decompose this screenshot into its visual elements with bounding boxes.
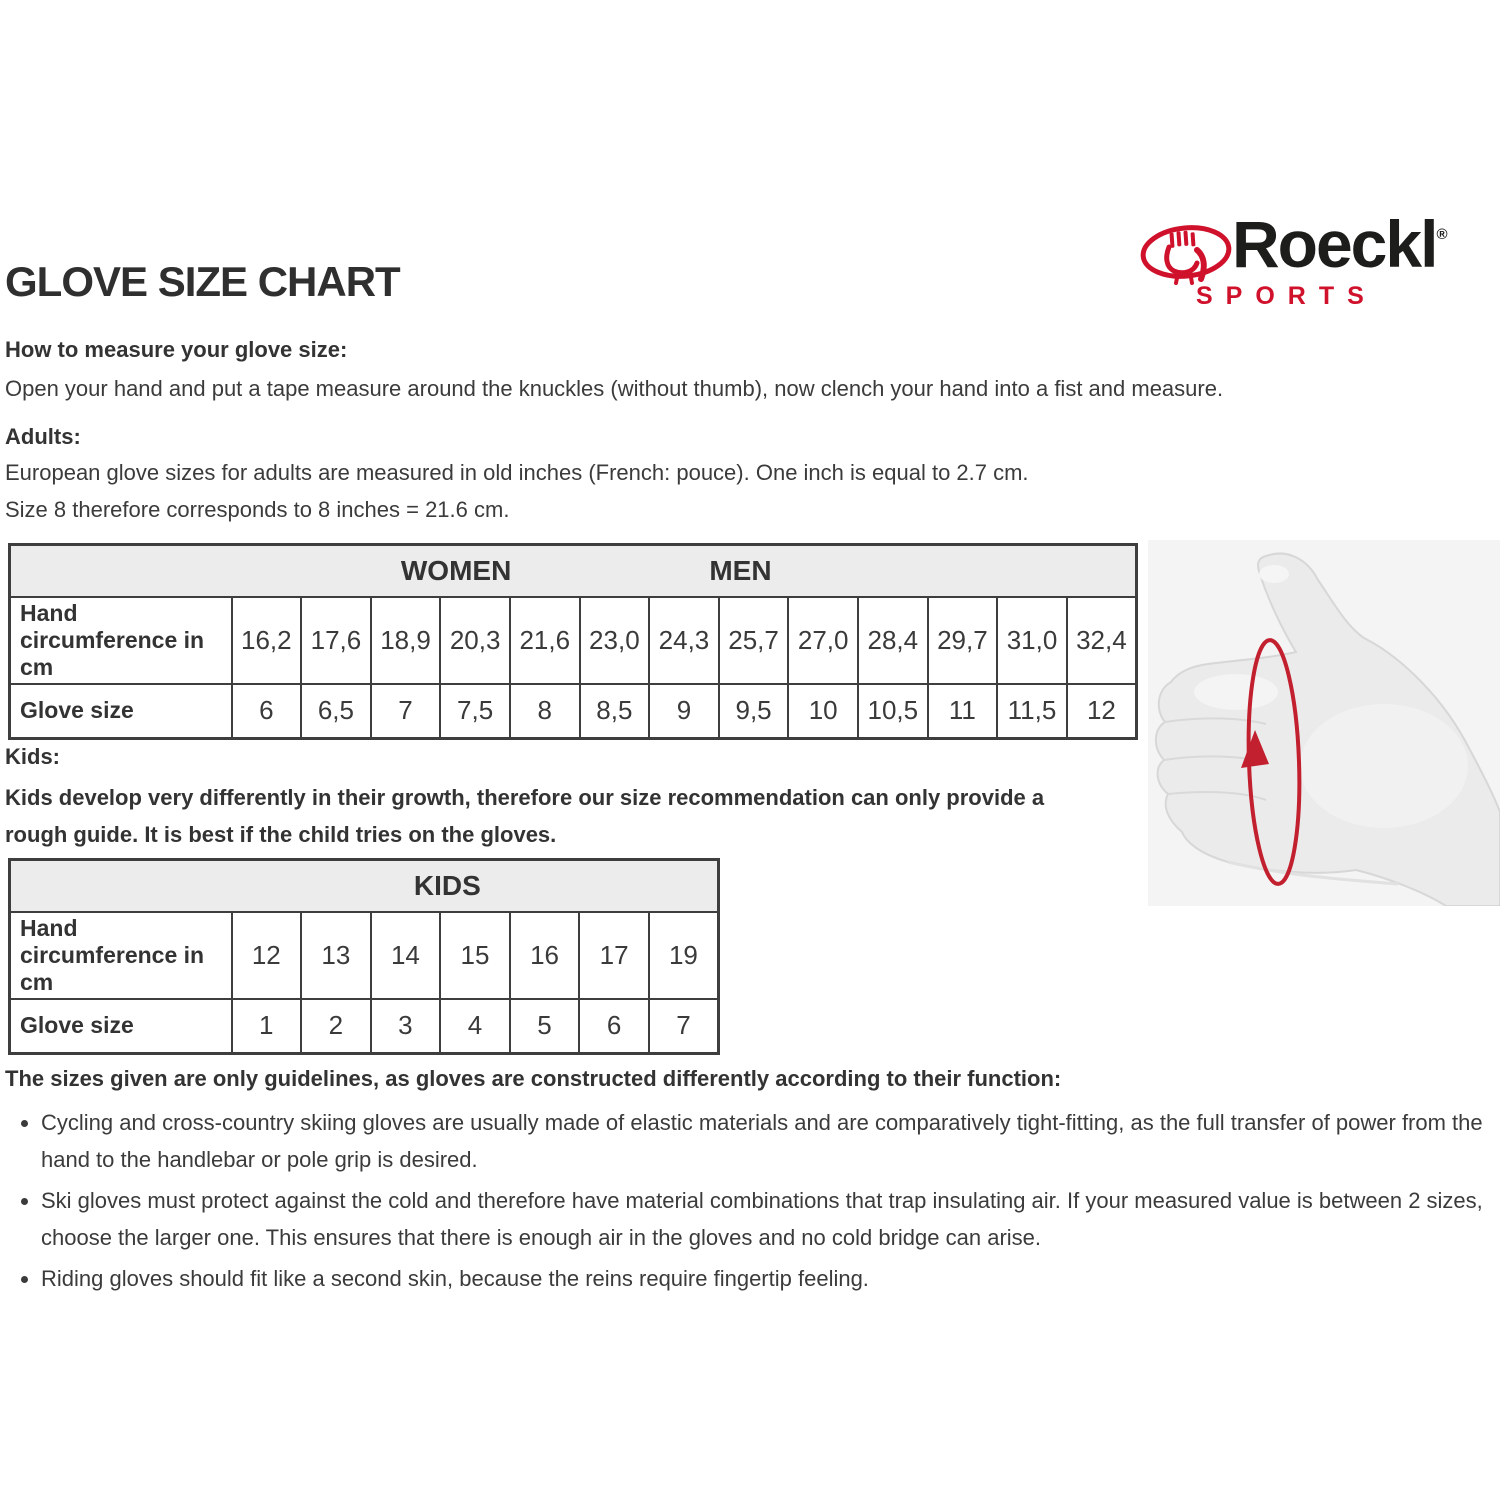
- adults-line1: European glove sizes for adults are measured in old inches (French: pouce). One inch is equal to 2.7 cm.: [5, 460, 1029, 485]
- glove-size-cell: 7: [649, 999, 719, 1053]
- kids-size-table: [8, 858, 720, 1055]
- glove-size-cell: 7,5: [440, 684, 510, 738]
- circumference-cell: 25,7: [719, 597, 789, 684]
- glove-size-cell: 3: [371, 999, 441, 1053]
- glove-size-cell: 7: [371, 684, 441, 738]
- adults-heading: Adults:: [5, 424, 81, 449]
- logo-subbrand-text: SPORTS: [1196, 282, 1377, 310]
- circumference-cell: 31,0: [997, 597, 1067, 684]
- circumference-cell: 18,9: [371, 597, 441, 684]
- measure-heading: How to measure your glove size:: [5, 337, 348, 362]
- kids-glove-size-row: [10, 999, 719, 1053]
- kids-body: Kids develop very differently in their growth, therefore our size recommendation can only provide a rough guide. It is best if the child tries on the gloves.: [5, 785, 1045, 847]
- adults-circumference-row: [10, 597, 1137, 684]
- glove-size-cell: 6: [579, 999, 649, 1053]
- circumference-cell: 32,4: [1067, 597, 1137, 684]
- roeckl-sports-logo: [1138, 207, 1500, 316]
- guideline-item: • Riding gloves should fit like a second skin, because the reins require fingertip feeling.: [41, 1260, 1493, 1297]
- page-title: GLOVE SIZE CHART: [5, 258, 400, 305]
- circumference-cell: 21,6: [510, 597, 580, 684]
- circumference-cell: 28,4: [858, 597, 928, 684]
- glove-size-cell: 10: [788, 684, 858, 738]
- adults-group-header-row: [10, 545, 1137, 598]
- hand-measurement-illustration: [1148, 540, 1500, 906]
- guideline-item: • Ski gloves must protect against the cold and therefore have material combinations that trap insulating air. If your measured value is between 2 sizes, choose the larger one. This ensures that there is enough air in the gloves and no cold bridge can arise.: [41, 1182, 1493, 1256]
- circumference-cell: 12: [232, 912, 302, 999]
- adults-glove-size-row: [10, 684, 1137, 738]
- row-label-circumference: Hand circumference in cm: [10, 912, 232, 999]
- kids-heading: Kids:: [5, 744, 60, 769]
- circumference-cell: 16,2: [232, 597, 302, 684]
- guidelines-list: [5, 1104, 1493, 1301]
- glove-size-cell: 8,5: [580, 684, 650, 738]
- glove-size-cell: 2: [301, 999, 371, 1053]
- glove-size-cell: 11,5: [997, 684, 1067, 738]
- kids-group-header-cell: [10, 860, 719, 913]
- circumference-cell: 24,3: [649, 597, 719, 684]
- men-group-header: MEN: [709, 555, 772, 586]
- roeckl-hand-oval-icon: [1138, 224, 1234, 286]
- circumference-cell: 19: [649, 912, 719, 999]
- glove-size-cell: 12: [1067, 684, 1137, 738]
- circumference-cell: 20,3: [440, 597, 510, 684]
- glove-size-cell: 8: [510, 684, 580, 738]
- circumference-cell: 16: [510, 912, 580, 999]
- guidelines-heading: The sizes given are only guidelines, as gloves are constructed differently according to their function:: [5, 1066, 1062, 1091]
- kids-group-header: KIDS: [413, 870, 481, 901]
- glove-size-cell: 1: [232, 999, 302, 1053]
- glove-size-cell: 6: [232, 684, 302, 738]
- adults-line2: Size 8 therefore corresponds to 8 inches = 21.6 cm.: [5, 497, 510, 522]
- women-group-header: WOMEN: [400, 555, 512, 586]
- glove-size-cell: 9,5: [719, 684, 789, 738]
- guideline-item: • Cycling and cross-country skiing gloves are usually made of elastic materials and are comparatively tight-fitting, as the full transfer of power from the hand to the handlebar or pole grip is desired.: [41, 1104, 1493, 1178]
- circumference-cell: 17: [579, 912, 649, 999]
- row-label-glove-size: Glove size: [10, 684, 232, 738]
- circumference-cell: 27,0: [788, 597, 858, 684]
- glove-size-cell: 10,5: [858, 684, 928, 738]
- circumference-cell: 15: [440, 912, 510, 999]
- measure-body: Open your hand and put a tape measure around the knuckles (without thumb), now clench your hand into a fist and measure.: [5, 376, 1224, 401]
- adults-size-table: [8, 543, 1138, 740]
- row-label-glove-size: Glove size: [10, 999, 232, 1053]
- row-label-circumference: Hand circumference in cm: [10, 597, 232, 684]
- circumference-cell: 17,6: [301, 597, 371, 684]
- registered-mark-icon: ®: [1436, 226, 1448, 243]
- glove-size-cell: 4: [440, 999, 510, 1053]
- adults-group-header-cell: [10, 545, 1137, 598]
- circumference-cell: 23,0: [580, 597, 650, 684]
- glove-size-cell: 11: [928, 684, 998, 738]
- logo-brand-text: Roeckl: [1232, 207, 1437, 281]
- kids-group-header-row: [10, 860, 719, 913]
- circumference-cell: 14: [371, 912, 441, 999]
- kids-circumference-row: [10, 912, 719, 999]
- circumference-cell: 29,7: [928, 597, 998, 684]
- logo-wordmark: [1232, 206, 1448, 282]
- glove-size-cell: 6,5: [301, 684, 371, 738]
- circumference-cell: 13: [301, 912, 371, 999]
- glove-size-cell: 9: [649, 684, 719, 738]
- glove-size-cell: 5: [510, 999, 580, 1053]
